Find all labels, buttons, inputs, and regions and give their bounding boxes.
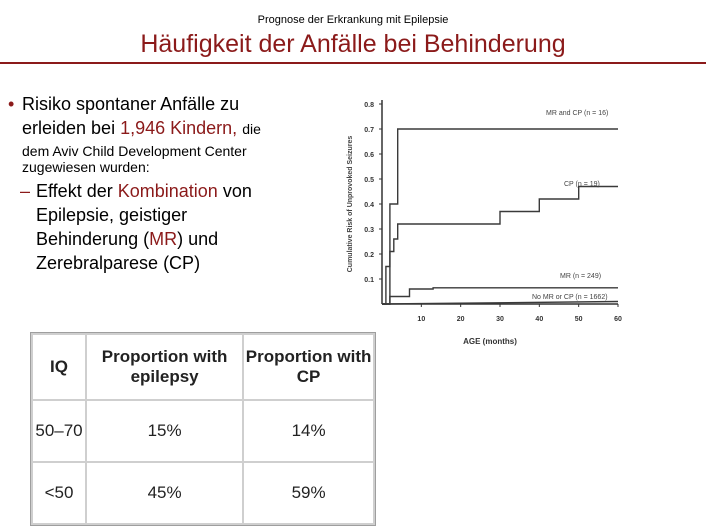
table-cell-epilepsy: 15% (87, 401, 242, 461)
y-tick-label: 0.8 (364, 102, 374, 109)
table-header-row (33, 335, 373, 399)
x-tick-label: 20 (456, 316, 465, 323)
x-tick-label: 60 (614, 316, 622, 323)
slide-title: Häufigkeit der Anfälle bei Behinderung (140, 30, 566, 58)
series-label: No MR or CP (n = 1662) (532, 294, 608, 301)
x-axis-title: AGE (months) (463, 337, 517, 346)
bullet-dash-icon: – (20, 181, 31, 201)
bullet-1-count: 1,946 Kindern, (120, 118, 238, 138)
bullet-1-line-3: dem Aviv Child Development Center (22, 143, 247, 159)
slide-subtitle: Prognose der Erkrankung mit Epilepsie (257, 14, 449, 26)
y-tick-label: 0.5 (364, 177, 374, 184)
table-cell-epilepsy: 45% (87, 463, 242, 523)
seizure-risk-chart (342, 92, 632, 352)
series-label: CP (n = 19) (564, 181, 600, 188)
y-tick-label: 0.1 (364, 277, 374, 284)
table-cell-cp: 14% (244, 401, 373, 461)
y-tick-label: 0.3 (364, 227, 374, 234)
y-tick-label: 0.4 (364, 202, 374, 209)
table-cell-iq: <50 (33, 463, 85, 523)
chart-layer (347, 100, 622, 346)
table-header-iq: IQ (33, 335, 85, 399)
bullet-2-line-1a: Effekt der (36, 181, 113, 201)
series-label: MR and CP (n = 16) (546, 110, 609, 117)
bullet-1-line-1: Risiko spontaner Anfälle zu (22, 94, 240, 114)
bullet-dot-icon: • (8, 94, 15, 114)
bullet-2-line-4: Zerebralparese (CP) (36, 253, 201, 273)
table-row (33, 401, 373, 461)
bullet-2-line-2: Epilepsie, geistiger (36, 205, 188, 225)
bullet-1-line-2c: die (242, 121, 261, 137)
bullet-2-line-3a: Behinderung ( (36, 229, 150, 249)
bullet-2-line-1c: von (222, 181, 252, 201)
table-cell-cp: 59% (244, 463, 373, 523)
x-tick-label: 50 (574, 316, 583, 323)
iq-table (30, 332, 376, 526)
series-label: MR (n = 249) (560, 273, 602, 280)
bullet-2-mr: MR (149, 229, 178, 249)
bullet-1-line-4: zugewiesen wurden: (22, 159, 150, 175)
x-tick-label: 10 (417, 316, 426, 323)
x-tick-label: 40 (535, 316, 544, 323)
y-tick-label: 0.2 (364, 252, 374, 259)
bullet-2-kombination: Kombination (117, 181, 218, 201)
bullet-1 (8, 92, 348, 141)
bullet-text (8, 92, 348, 275)
bullet-2-line-3c: ) und (177, 229, 219, 249)
y-axis-title: Cumulative Risk of Unprovoked Seizures (347, 135, 354, 273)
bullet-1-line-2a: erleiden bei (22, 118, 116, 138)
x-tick-label: 30 (496, 316, 504, 323)
series-line (382, 187, 618, 305)
table-header-epilepsy: Proportion with epilepsy (87, 335, 242, 399)
table-header-cp: Proportion with CP (244, 335, 373, 399)
y-tick-label: 0.6 (364, 152, 374, 159)
bullet-1-cont (8, 143, 348, 175)
y-tick-label: 0.7 (364, 127, 374, 134)
title-divider (0, 62, 706, 64)
bullet-2 (8, 179, 348, 275)
table-row (33, 463, 373, 523)
table-cell-iq: 50–70 (33, 401, 85, 461)
